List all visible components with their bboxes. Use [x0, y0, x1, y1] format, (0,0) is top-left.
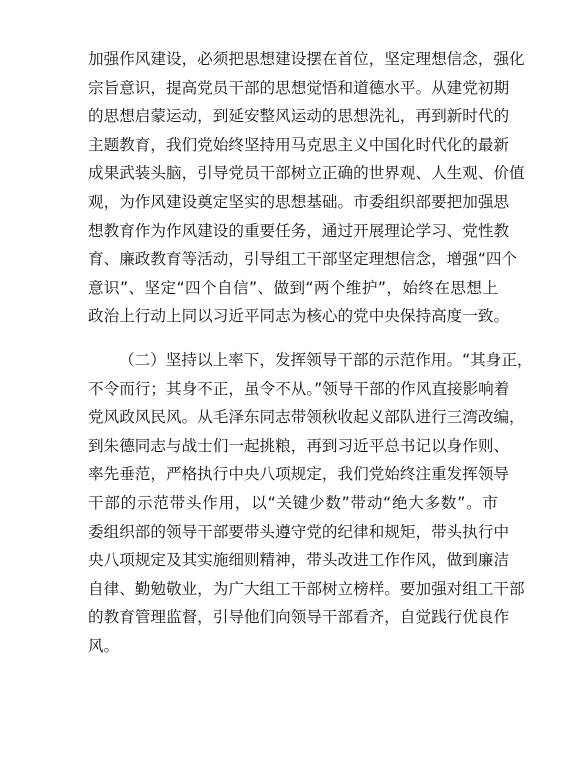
- paragraph-line: 成果武装头脑，引导党员干部树立正确的世界观、人生观、价值: [88, 164, 525, 183]
- paragraph-line: 加强作风建设，必须把思想建设摆在首位，坚定理想信念，强化: [88, 50, 525, 68]
- paragraph-line: 率先垂范，严格执行中央八项规定，我们党始终注重发挥领导: [88, 465, 510, 484]
- paragraph-line: 观，为作风建设奠定坚实的思想基础。市委组织部要把加强思: [88, 192, 510, 211]
- paragraph-line: 意识”、坚定“四个自信”、做到“两个维护”，始终在思想上: [88, 278, 498, 297]
- paragraph-line: 自律、勤勉敬业，为广大组工干部树立榜样。要加强对组工干部: [88, 579, 525, 598]
- paragraph-line: 的思想启蒙运动，到延安整风运动的思想洗礼，再到新时代的: [88, 107, 510, 126]
- paragraph-line: 宗旨意识，提高党员干部的思想觉悟和道德水平。从建党初期: [88, 78, 510, 97]
- paragraph-line: 的教育管理监督，引导他们向领导干部看齐，自觉践行优良作: [88, 608, 510, 627]
- paragraph-line: 到朱德同志与战士们一起挑粮，再到习近平总书记以身作则、: [88, 436, 510, 455]
- paragraph-line: 想教育作为作风建设的重要任务，通过开展理论学习、党性教: [88, 221, 510, 240]
- paragraph-line: 委组织部的领导干部要带头遵守党的纪律和规矩，带头执行中: [88, 522, 510, 541]
- paragraph-line: 不令而行；其身不正，虽令不从。”领导干部的作风直接影响着: [88, 379, 510, 398]
- paragraph-line: 主题教育，我们党始终坚持用马克思主义中国化时代化的最新: [88, 135, 510, 154]
- paragraph-2: [88, 346, 533, 661]
- paragraph-line: 干部的示范带头作用，以“关键少数”带动“绝大多数”。市: [88, 493, 498, 512]
- paragraph-line: 政治上行动上同以习近平同志为核心的党中央保持高度一致。: [88, 307, 510, 326]
- paragraph-line: 央八项规定及其实施细则精神，带头改进工作作风，做到廉洁: [88, 551, 510, 570]
- paragraph-line: 风。: [88, 636, 120, 655]
- paragraph-line: 党风政风民风。从毛泽东同志带领秋收起义部队进行三湾改编，: [88, 408, 525, 427]
- paragraph-1: [88, 45, 525, 331]
- paragraph-line: 育、廉政教育等活动，引导组工干部坚定理想信念，增强“四个: [88, 250, 518, 269]
- section-heading-line: （二）坚持以上率下，发挥领导干部的示范作用。“其身正，: [119, 351, 533, 369]
